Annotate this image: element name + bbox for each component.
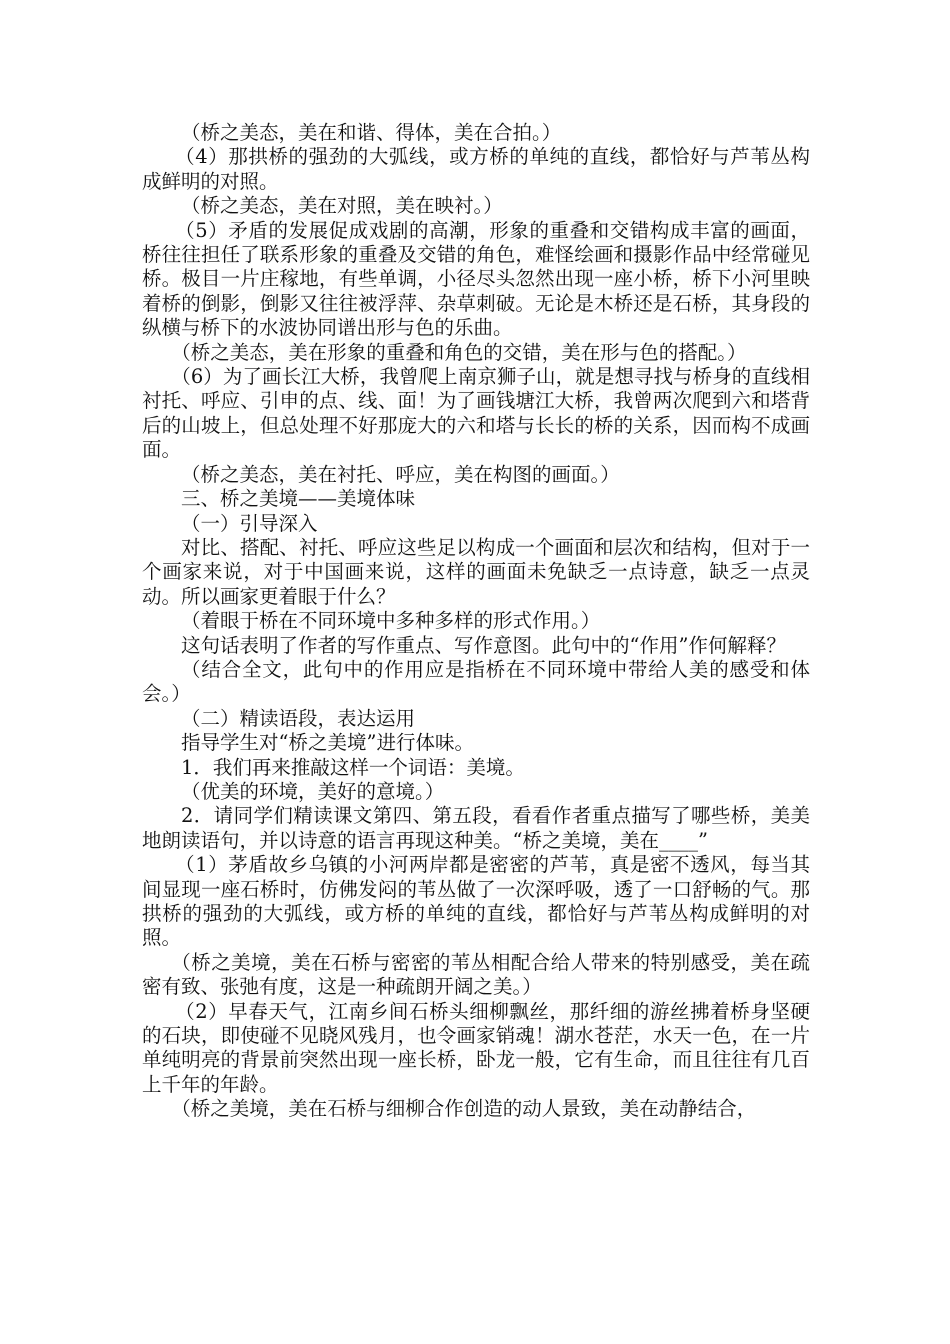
paragraph: （1）茅盾故乡乌镇的小河两岸都是密密的芦苇，真是密不透风，每当其间显现一座石桥时，仿佛发闷的苇丛做了一次深呼吸，透了一口舒畅的气。那拱桥的强劲的大弧线，或方桥的单纯的直线，都恰好与芦苇丛构成鲜明的对照。 <box>142 853 810 950</box>
paragraph: （6）为了画长江大桥，我曾爬上南京狮子山，就是想寻找与桥身的直线相衬托、呼应、引申的点、线、面！为了画钱塘江大桥，我曾两次爬到六和塔背后的山坡上，但总处理不好那庞大的六和塔与长长的桥的关系，因而构不成画面。 <box>142 365 810 462</box>
paragraph: （优美的环境，美好的意境。） <box>181 779 445 803</box>
paragraph: 2．请同学们精读课文第四、第五段，看看作者重点描写了哪些桥，美美地朗读语句，并以诗意的语言再现这种美。“桥之美境，美在____” <box>142 804 810 852</box>
paragraph: （桥之美境，美在石桥与细柳合作创造的动人景致，美在动静结合， <box>171 1097 757 1121</box>
paragraph: 1．我们再来推敲这样一个词语：美境。 <box>181 755 525 779</box>
subsection-heading: （一）引导深入 <box>181 511 318 535</box>
paragraph: 对比、搭配、衬托、呼应这些足以构成一个画面和层次和结构，但对于一个画家来说，对于中国画来说，这样的画面未免缺乏一点诗意，缺乏一点灵动。所以画家更着眼于什么？ <box>142 535 810 608</box>
paragraph: 这句话表明了作者的写作重点、写作意图。此句中的“作用”作何解释？ <box>181 633 786 657</box>
paragraph: （桥之美态，美在衬托、呼应，美在构图的画面。） <box>181 462 620 486</box>
section-heading: 三、桥之美境——美境体味 <box>181 487 416 511</box>
paragraph: （着眼于桥在不同环境中多种多样的形式作用。） <box>181 609 601 633</box>
paragraph: （桥之美态，美在对照，美在映衬。） <box>181 194 503 218</box>
paragraph: （4）那拱桥的强劲的大弧线，或方桥的单纯的直线，都恰好与芦苇丛构成鲜明的对照。 <box>142 145 810 193</box>
subsection-heading: （二）精读语段，表达运用 <box>181 706 416 730</box>
paragraph: 指导学生对“桥之美境”进行体味。 <box>181 731 474 755</box>
paragraph: （结合全文，此句中的作用应是指桥在不同环境中带给人美的感受和体会。） <box>142 657 810 706</box>
document-page <box>142 121 810 1122</box>
paragraph: （2）早春天气，江南乡间石桥头细柳飘丝，那纤细的游丝拂着桥身坚硬的石块，即使碰不见晓风残月，也令画家销魂！湖水苍茫，水天一色，在一片单纯明亮的背景前突然出现一座长桥，卧龙一般，它有生命，而且往往有几百上千年的年龄。 <box>142 999 810 1096</box>
paragraph: （5）矛盾的发展促成戏剧的高潮，形象的重叠和交错构成丰富的画面，桥往往担任了联系形象的重叠及交错的角色，难怪绘画和摄影作品中经常碰见桥。极目一片庄稼地，有些单调，小径尽头忽然出现一座小桥，桥下小河里映着桥的倒影，倒影又往往被浮萍、杂草刺破。无论是木桥还是石桥，其身段的纵横与桥下的水波协同谱出形与色的乐曲。 <box>142 218 810 340</box>
paragraph: （桥之美态，美在形象的重叠和角色的交错，美在形与色的搭配。） <box>171 340 747 364</box>
paragraph: （桥之美态，美在和谐、得体，美在合拍。） <box>181 121 562 144</box>
paragraph: （桥之美境，美在石桥与密密的苇丛相配合给人带来的特别感受，美在疏密有致、张弛有度，这是一种疏朗开阔之美。） <box>142 950 810 999</box>
